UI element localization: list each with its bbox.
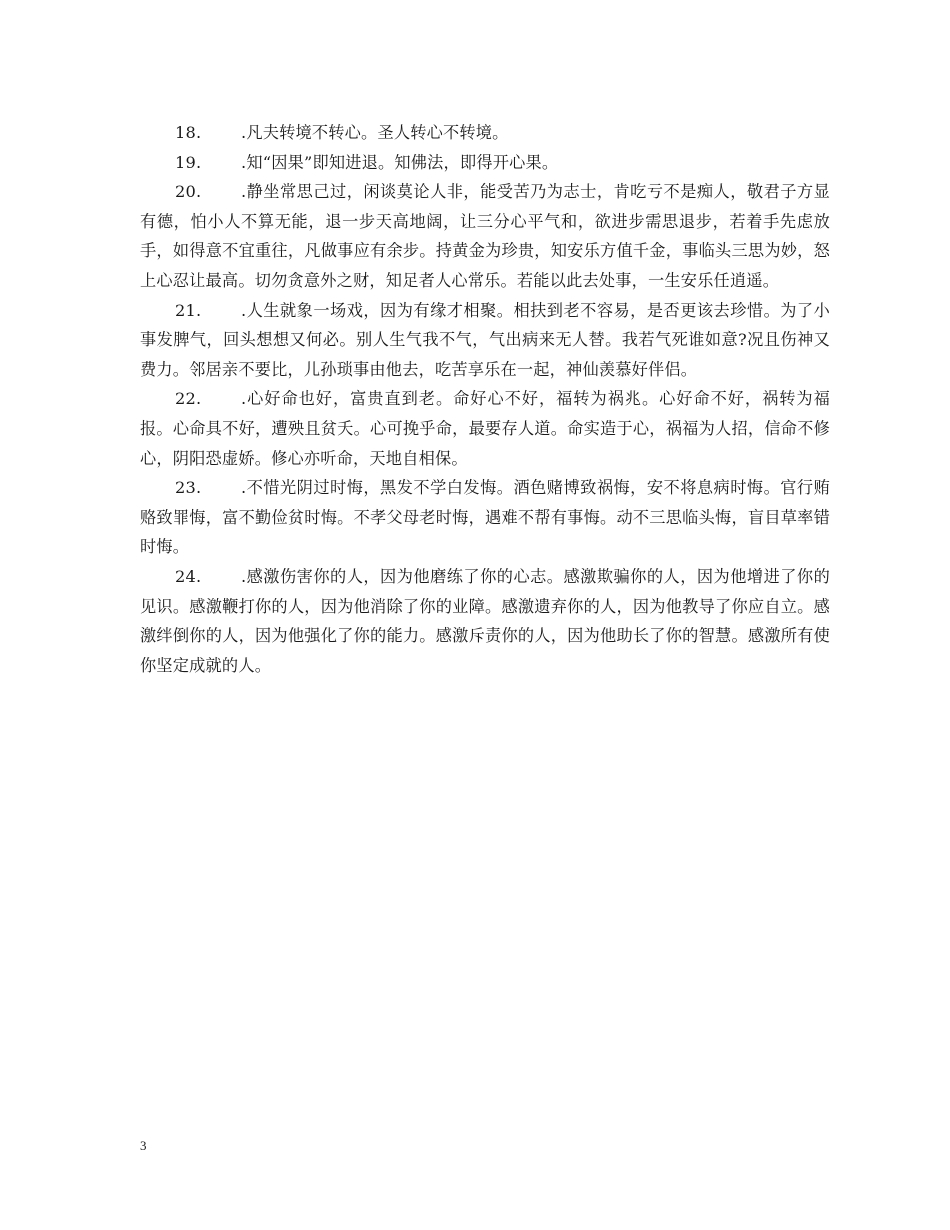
document-body [140,118,830,680]
item-text: .静坐常思己过，闲谈莫论人非，能受苦乃为志士，肯吃亏不是痴人，敬君子方显有德，怕小人不算无能，退一步天高地阔，让三分心平气和，欲进步需思退步，若着手先虑放手，如得意不宜重往，凡做事应有余步。持黄金为珍贵，知安乐方值千金，事临头三思为妙，怒上心忍让最高。切勿贪意外之财，知足者人心常乐。若能以此去处事，一生安乐任逍遥。 [140,182,830,290]
item-text: .心好命也好，富贵直到老。命好心不好，福转为祸兆。心好命不好，祸转为福报。心命具不好，遭殃且贫夭。心可挽乎命，最要存人道。命实造于心，祸福为人招，信命不修心，阴阳恐虚娇。修心亦听命，天地自相保。 [140,389,830,468]
item-text: .知“因果”即知进退。知佛法，即得开心果。 [241,152,559,172]
list-item [140,384,830,473]
item-number: 19. [175,152,202,172]
item-number: 23. [175,478,202,498]
list-item [140,296,830,385]
list-item [140,177,830,295]
item-number: 22. [175,389,202,409]
item-number: 18. [175,123,202,142]
item-number: 20. [175,182,202,202]
list-item [140,118,830,148]
list-item [140,473,830,562]
item-text: .人生就象一场戏，因为有缘才相聚。相扶到老不容易，是否更该去珍惜。为了小事发脾气，回头想想又何必。别人生气我不气，气出病来无人替。我若气死谁如意?况且伤神又费力。邻居亲不要比，儿孙琐事由他去，吃苦享乐在一起，神仙羡慕好伴侣。 [140,300,830,379]
item-text: .不惜光阴过时悔，黑发不学白发悔。酒色赌博致祸悔，安不将息病时悔。官行贿赂致罪悔，富不勤俭贫时悔。不孝父母老时悔，遇难不帮有事悔。动不三思临头悔，盲目草率错时悔。 [140,478,830,557]
item-text: .感激伤害你的人，因为他磨练了你的心志。感激欺骗你的人，因为他增进了你的见识。感激鞭打你的人，因为他消除了你的业障。感激遗弃你的人，因为他教导了你应自立。感激绊倒你的人，因为他强化了你的能力。感激斥责你的人，因为他助长了你的智慧。感激所有使你坚定成就的人。 [140,566,830,675]
item-number: 24. [175,566,202,586]
list-item [140,148,830,178]
item-number: 21. [175,300,202,320]
list-item [140,562,830,680]
item-text: .凡夫转境不转心。圣人转心不转境。 [241,123,509,142]
page-number: 3 [140,1138,147,1153]
